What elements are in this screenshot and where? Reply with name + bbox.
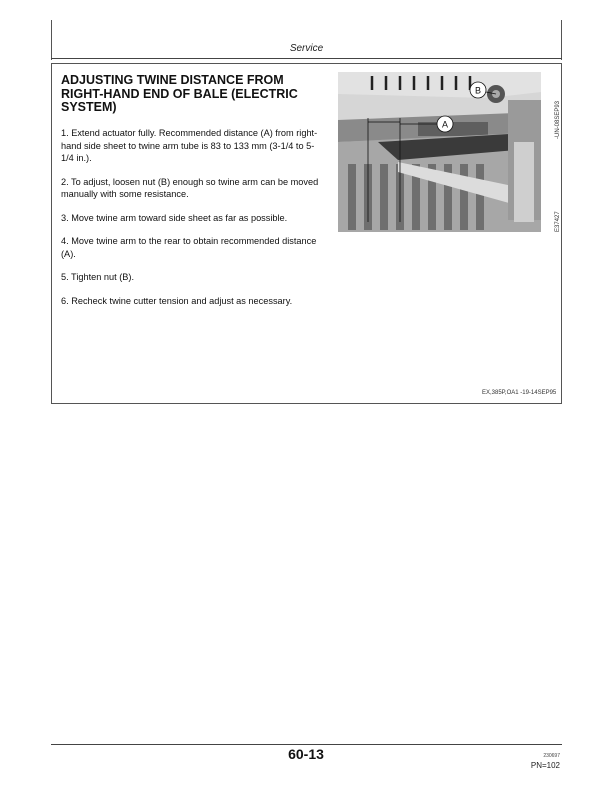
footer-pn: PN=102	[530, 761, 560, 770]
step-5: 5. Tighten nut (B).	[61, 272, 135, 282]
footer-rule	[51, 744, 562, 745]
page-number: 60-13	[288, 746, 324, 762]
frame-right-rule	[561, 20, 562, 60]
section-header: Service	[289, 43, 324, 54]
reference-code: EX,385P,OA1 -19-14SEP95	[482, 390, 557, 396]
step-4: 4. Move twine arm to the rear to obtain recommended distance (A).	[61, 236, 317, 259]
procedure-box	[51, 63, 562, 404]
step-list	[61, 127, 323, 318]
step-3: 3. Move twine arm toward side sheet as far as possible.	[61, 212, 288, 223]
footer-code: 230697	[543, 753, 560, 759]
callout-b: B	[474, 85, 482, 96]
frame-left-rule	[51, 20, 52, 60]
step-2: 2. To adjust, loosen nut (B) enough so twine arm can be moved manually with some resistance.	[61, 176, 319, 199]
photo-id: -UN-08SEP93	[555, 100, 561, 139]
step-1: 1. Extend actuator fully. Recommended distance (A) from right-hand side sheet to twine arm tube is 83 to 133 mm (3-1/4 to 5-1/4 in.).	[61, 128, 318, 163]
step-6: 6. Recheck twine cutter tension and adjust as necessary.	[61, 295, 293, 306]
procedure-title: ADJUSTING TWINE DISTANCE FROM RIGHT-HAND END OF BALE (ELECTRIC SYSTEM)	[61, 73, 298, 114]
callout-a: A	[441, 119, 449, 130]
header-rule	[51, 58, 562, 59]
photo-number: E37427	[555, 211, 561, 232]
baler-photo	[338, 72, 541, 232]
baler-photo-drawing	[338, 72, 541, 232]
